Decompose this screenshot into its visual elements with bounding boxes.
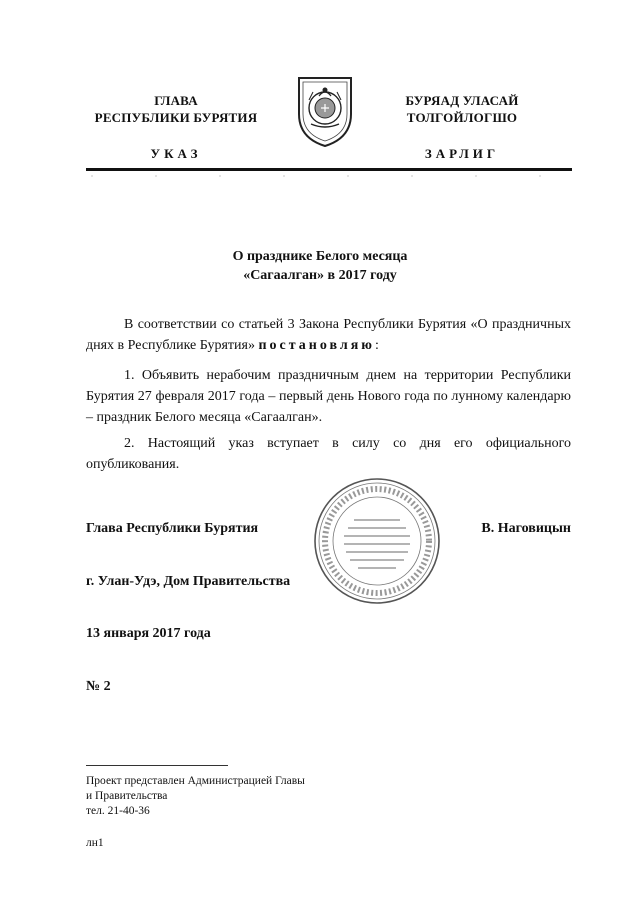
- decree-word: постановляю: [258, 338, 376, 353]
- header-left-line1: ГЛАВА: [154, 93, 198, 108]
- emblem-icon: [293, 70, 357, 150]
- title-line2: «Сагаалган» в 2017 году: [243, 268, 397, 283]
- official-stamp: [312, 476, 442, 606]
- doc-type-ru: УКАЗ: [150, 146, 202, 161]
- signing-place: г. Улан-Удэ, Дом Правительства: [86, 574, 291, 589]
- footer-line1: Проект представлен Администрацией Главы: [86, 775, 305, 787]
- preamble-text: В соответствии со статьей 3 Закона Республики Бурятия «О праздничных днях в Республике Бурятия»: [86, 317, 571, 353]
- header-divider: [86, 168, 572, 171]
- item-2-paragraph: 2. Настоящий указ вступает в силу со дня его официального опубликования.: [86, 436, 571, 472]
- stamp-seal-icon: [312, 476, 442, 606]
- header-right-line2: ТОЛГОЙЛОГШО: [406, 110, 518, 125]
- footer-divider: [86, 765, 228, 766]
- header-dotted-line: [86, 175, 572, 177]
- item-1-paragraph: 1. Объявить нерабочим праздничным днем на территории Республики Бурятия 27 февраля 2017 года – первый день Нового года по лунному календарю – праздник Белого месяца «Сагаалган».: [86, 368, 571, 425]
- coat-of-arms-emblem: [293, 70, 357, 150]
- doc-type-bua: ЗАРЛИГ: [424, 146, 500, 161]
- signatory-name: В. Наговицын: [481, 521, 571, 536]
- signatory-position: Глава Республики Бурятия: [86, 521, 259, 536]
- footer-code: лн1: [86, 837, 104, 849]
- document-title: [0, 247, 640, 285]
- header-left: [86, 92, 266, 126]
- footer-note: [86, 774, 305, 819]
- signing-date: 13 января 2017 года: [86, 626, 211, 641]
- header-right: [388, 92, 536, 126]
- header-right-line1: БУРЯАД УЛАСАЙ: [405, 93, 519, 108]
- decree-number: № 2: [86, 679, 111, 694]
- footer-line2: и Правительства: [86, 790, 168, 802]
- footer-phone: тел. 21-40-36: [86, 805, 150, 817]
- title-line1: О празднике Белого месяца: [232, 249, 408, 264]
- header-left-line2: РЕСПУБЛИКИ БУРЯТИЯ: [94, 110, 258, 125]
- preamble-paragraph: В соответствии со статьей 3 Закона Республики Бурятия «О праздничных днях в Республике Бурятия» постановляю:: [86, 317, 571, 353]
